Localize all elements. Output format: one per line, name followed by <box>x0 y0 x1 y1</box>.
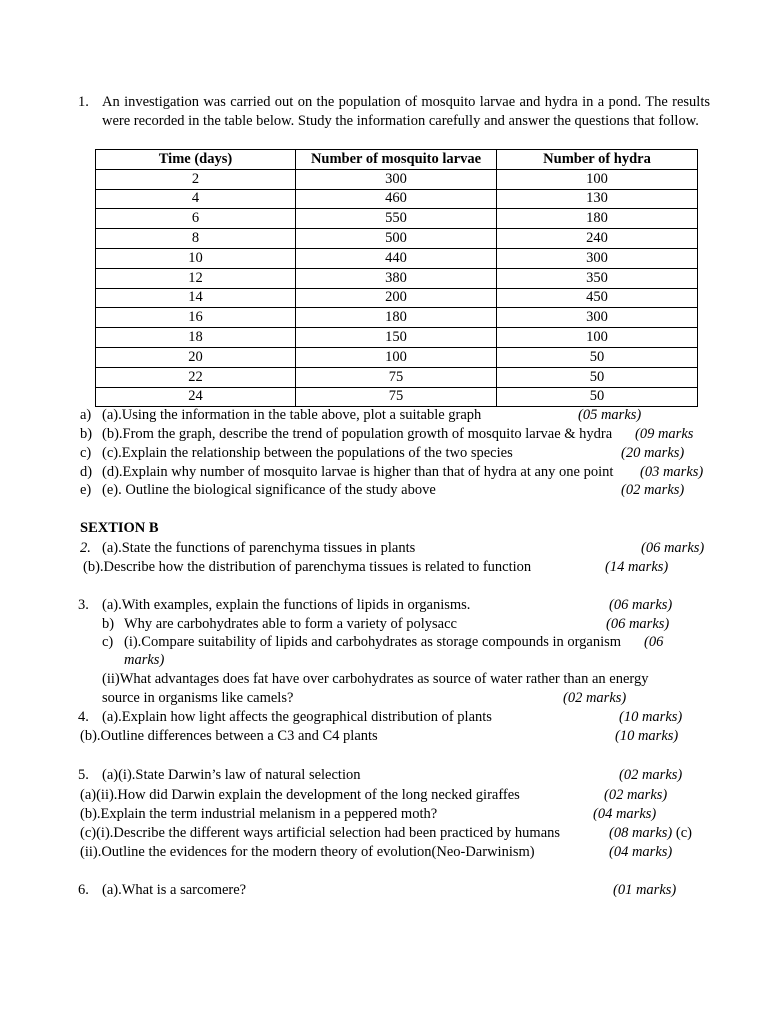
part-d-marks: (03 marks) <box>640 464 704 480</box>
header-mosquito-larvae: Number of mosquito larvae <box>296 150 497 170</box>
question-3cii-marks: (02 marks) <box>563 690 627 706</box>
question-3c-marks-start: (06 <box>644 634 664 650</box>
question-3b-letter: b) <box>102 616 115 632</box>
question-2b-text: (b).Describe how the distribution of parenchyma tissues is related to function <box>83 559 532 575</box>
table-header-row <box>96 150 698 170</box>
question-5ci-tail: (c) <box>672 825 692 841</box>
part-d-letter: d) <box>80 464 93 480</box>
question-3b-marks: (06 marks) <box>606 616 670 632</box>
question-5cii-marks: (04 marks) <box>609 844 673 860</box>
part-e-marks: (02 marks) <box>621 482 685 498</box>
question-5ci-marks: (08 marks) <box>609 825 673 841</box>
table-row <box>96 288 698 308</box>
part-b-marks: (09 marks <box>635 426 694 442</box>
cell-time-days: 10 <box>96 248 296 268</box>
question-5aii-marks: (02 marks) <box>604 787 668 803</box>
part-c-letter: c) <box>80 445 92 461</box>
cell-mosquito-larvae: 440 <box>296 248 497 268</box>
cell-hydra: 50 <box>497 367 698 387</box>
question-3c-letter: c) <box>102 634 114 650</box>
header-hydra: Number of hydra <box>497 150 698 170</box>
cell-mosquito-larvae: 500 <box>296 229 497 249</box>
cell-mosquito-larvae: 380 <box>296 268 497 288</box>
cell-hydra: 100 <box>497 169 698 189</box>
cell-time-days: 2 <box>96 169 296 189</box>
part-d-text: (d).Explain why number of mosquito larvae is higher than that of hydra at any one point <box>102 464 614 480</box>
cell-hydra: 100 <box>497 328 698 348</box>
cell-mosquito-larvae: 100 <box>296 347 497 367</box>
table-row <box>96 268 698 288</box>
table-row <box>96 169 698 189</box>
table-row <box>96 347 698 367</box>
cell-mosquito-larvae: 550 <box>296 209 497 229</box>
table-row <box>96 248 698 268</box>
cell-time-days: 20 <box>96 347 296 367</box>
cell-mosquito-larvae: 75 <box>296 387 497 407</box>
question-4a-text: (a).Explain how light affects the geographical distribution of plants <box>102 709 492 725</box>
cell-mosquito-larvae: 180 <box>296 308 497 328</box>
question-2a-marks: (06 marks) <box>641 540 705 556</box>
question-1-intro: An investigation was carried out on the population of mosquito larvae and hydra in a pond. The results were recorded in the table below. Study the information carefully and answer the questions that follow. <box>102 94 710 129</box>
part-a-letter: a) <box>80 407 92 423</box>
table-row <box>96 209 698 229</box>
cell-mosquito-larvae: 200 <box>296 288 497 308</box>
section-b-heading: SEXTION B <box>80 520 159 536</box>
header-time-days: Time (days) <box>96 150 296 170</box>
table-row <box>96 328 698 348</box>
question-3a-text: (a).With examples, explain the functions of lipids in organisms. <box>102 597 471 613</box>
cell-hydra: 130 <box>497 189 698 209</box>
table-body <box>96 169 698 407</box>
question-1-number: 1. <box>78 94 89 110</box>
cell-mosquito-larvae: 460 <box>296 189 497 209</box>
table-row <box>96 189 698 209</box>
part-c-text: (c).Explain the relationship between the populations of the two species <box>102 445 513 461</box>
cell-time-days: 14 <box>96 288 296 308</box>
question-6a-marks: (01 marks) <box>613 882 677 898</box>
cell-time-days: 18 <box>96 328 296 348</box>
cell-hydra: 450 <box>497 288 698 308</box>
cell-mosquito-larvae: 75 <box>296 367 497 387</box>
question-3a-marks: (06 marks) <box>609 597 673 613</box>
part-b-text: (b).From the graph, describe the trend of population growth of mosquito larvae & hydra <box>102 426 613 442</box>
question-4b-text: (b).Outline differences between a C3 and C4 plants <box>80 728 378 744</box>
part-a-marks: (05 marks) <box>578 407 642 423</box>
cell-time-days: 6 <box>96 209 296 229</box>
cell-hydra: 50 <box>497 387 698 407</box>
population-data-table <box>95 149 698 407</box>
part-c-marks: (20 marks) <box>621 445 685 461</box>
question-5b-text: (b).Explain the term industrial melanism in a peppered moth? <box>80 806 438 822</box>
cell-hydra: 50 <box>497 347 698 367</box>
table-row <box>96 387 698 407</box>
part-e-text: (e). Outline the biological significance of the study above <box>102 482 436 498</box>
question-3cii-line-1: (ii)What advantages does fat have over carbohydrates as source of water rather than an energy <box>102 671 649 687</box>
cell-hydra: 300 <box>497 308 698 328</box>
question-5ai-text: (a)(i).State Darwin’s law of natural selection <box>102 767 361 783</box>
table-row <box>96 367 698 387</box>
cell-time-days: 12 <box>96 268 296 288</box>
question-3cii-line-2: source in organisms like camels? <box>102 690 294 706</box>
cell-time-days: 22 <box>96 367 296 387</box>
question-4-number: 4. <box>78 709 89 725</box>
question-3-number: 3. <box>78 597 89 613</box>
question-5-number: 5. <box>78 767 89 783</box>
question-3c-marks-end: marks) <box>124 652 165 668</box>
table-row <box>96 308 698 328</box>
cell-time-days: 4 <box>96 189 296 209</box>
cell-hydra: 300 <box>497 248 698 268</box>
question-3c-text: (i).Compare suitability of lipids and carbohydrates as storage compounds in organism <box>124 634 622 650</box>
cell-hydra: 350 <box>497 268 698 288</box>
question-5aii-text: (a)(ii).How did Darwin explain the development of the long necked giraffes <box>80 787 520 803</box>
question-5cii-text: (ii).Outline the evidences for the modern theory of evolution(Neo-Darwinism) <box>80 844 535 860</box>
question-6-number: 6. <box>78 882 89 898</box>
question-2-number: 2. <box>80 540 91 556</box>
question-5ai-marks: (02 marks) <box>619 767 683 783</box>
table-row <box>96 229 698 249</box>
question-4b-marks: (10 marks) <box>615 728 679 744</box>
part-e-letter: e) <box>80 482 92 498</box>
cell-mosquito-larvae: 150 <box>296 328 497 348</box>
cell-time-days: 24 <box>96 387 296 407</box>
question-5ci-text: (c)(i).Describe the different ways artificial selection had been practiced by humans <box>80 825 561 841</box>
part-a-text: (a).Using the information in the table above, plot a suitable graph <box>102 407 482 423</box>
cell-time-days: 16 <box>96 308 296 328</box>
question-5ci-marks-group <box>609 824 692 843</box>
question-5b-marks: (04 marks) <box>593 806 657 822</box>
question-4a-marks: (10 marks) <box>619 709 683 725</box>
cell-time-days: 8 <box>96 229 296 249</box>
part-b-letter: b) <box>80 426 93 442</box>
cell-hydra: 240 <box>497 229 698 249</box>
question-6a-text: (a).What is a sarcomere? <box>102 882 247 898</box>
cell-mosquito-larvae: 300 <box>296 169 497 189</box>
question-2a-text: (a).State the functions of parenchyma tissues in plants <box>102 540 416 556</box>
question-2b-marks: (14 marks) <box>605 559 669 575</box>
cell-hydra: 180 <box>497 209 698 229</box>
question-3b-text: Why are carbohydrates able to form a variety of polysacc <box>124 616 457 632</box>
